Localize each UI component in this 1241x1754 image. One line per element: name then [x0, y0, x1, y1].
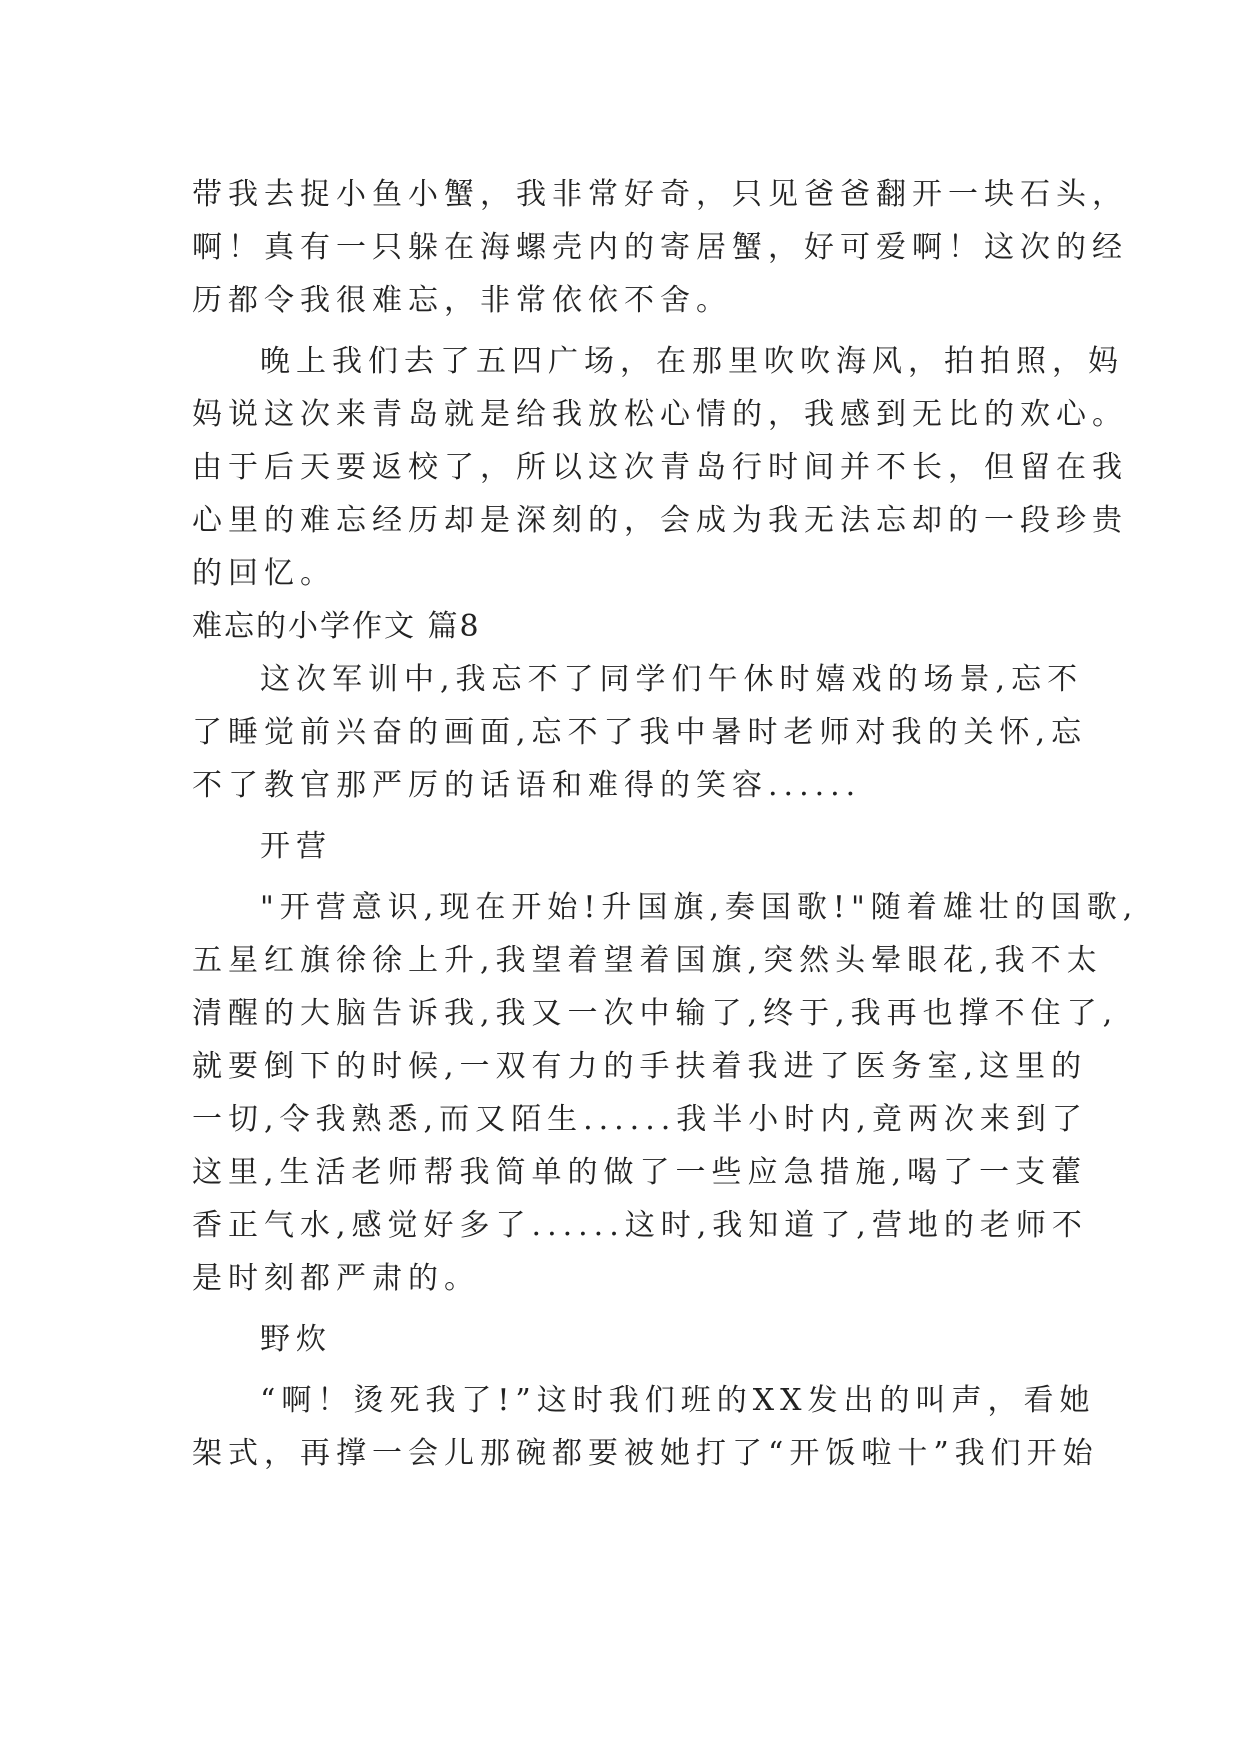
text-line: 架式，再撑一会儿那碗都要被她打了“开饭啦十”我们开始	[192, 1436, 1099, 1471]
paragraph	[192, 881, 1139, 1305]
paragraph	[192, 1374, 1099, 1480]
text-line: 妈说这次来青岛就是给我放松心情的，我感到无比的欢心。	[192, 397, 1128, 432]
document-body	[192, 168, 1139, 1480]
subheading: 野炊	[260, 1322, 332, 1357]
section-title: 难忘的小学作文 篇8	[192, 609, 481, 644]
text-line: 一切,令我熟悉,而又陌生......我半小时内,竟两次来到了	[192, 1102, 1088, 1137]
text-line: 了睡觉前兴奋的画面,忘不了我中暑时老师对我的关怀,忘	[192, 715, 1088, 750]
paragraph	[192, 168, 1128, 327]
text-line: 是时刻都严肃的。	[192, 1261, 480, 1296]
text-line: 的回忆。	[192, 556, 336, 591]
text-line: 就要倒下的时候,一双有力的手扶着我进了医务室,这里的	[192, 1049, 1088, 1084]
paragraph	[192, 653, 1088, 812]
paragraph	[192, 335, 1128, 600]
text-line: 五星红旗徐徐上升,我望着望着国旗,突然头晕眼花,我不太	[192, 943, 1103, 978]
text-line: "开营意识,现在开始!升国旗,奏国歌!"随着雄壮的国歌,	[260, 890, 1139, 925]
text-line: 这次军训中,我忘不了同学们午休时嬉戏的场景,忘不	[260, 662, 1084, 697]
text-line: 晚上我们去了五四广场，在那里吹吹海风，拍拍照，妈	[260, 344, 1124, 379]
text-line: 啊！真有一只躲在海螺壳内的寄居蟹，好可爱啊！这次的经	[192, 230, 1128, 265]
text-line: 不了教官那严厉的话语和难得的笑容......	[192, 768, 862, 803]
text-line: 这里,生活老师帮我简单的做了一些应急措施,喝了一支藿	[192, 1155, 1088, 1190]
text-line: 带我去捉小鱼小蟹，我非常好奇，只见爸爸翻开一块石头，	[192, 177, 1128, 212]
text-line: 香正气水,感觉好多了......这时,我知道了,营地的老师不	[192, 1208, 1088, 1243]
text-line: “啊！烫死我了!”这时我们班的XX发出的叫声，看她	[260, 1383, 1096, 1418]
text-line: 清醒的大脑告诉我,我又一次中输了,终于,我再也撑不住了,	[192, 996, 1119, 1031]
text-line: 心里的难忘经历却是深刻的，会成为我无法忘却的一段珍贵	[192, 503, 1128, 538]
text-line: 历都令我很难忘，非常依依不舍。	[192, 283, 732, 318]
subheading: 开营	[260, 829, 332, 864]
text-line: 由于后天要返校了，所以这次青岛行时间并不长，但留在我	[192, 450, 1128, 485]
